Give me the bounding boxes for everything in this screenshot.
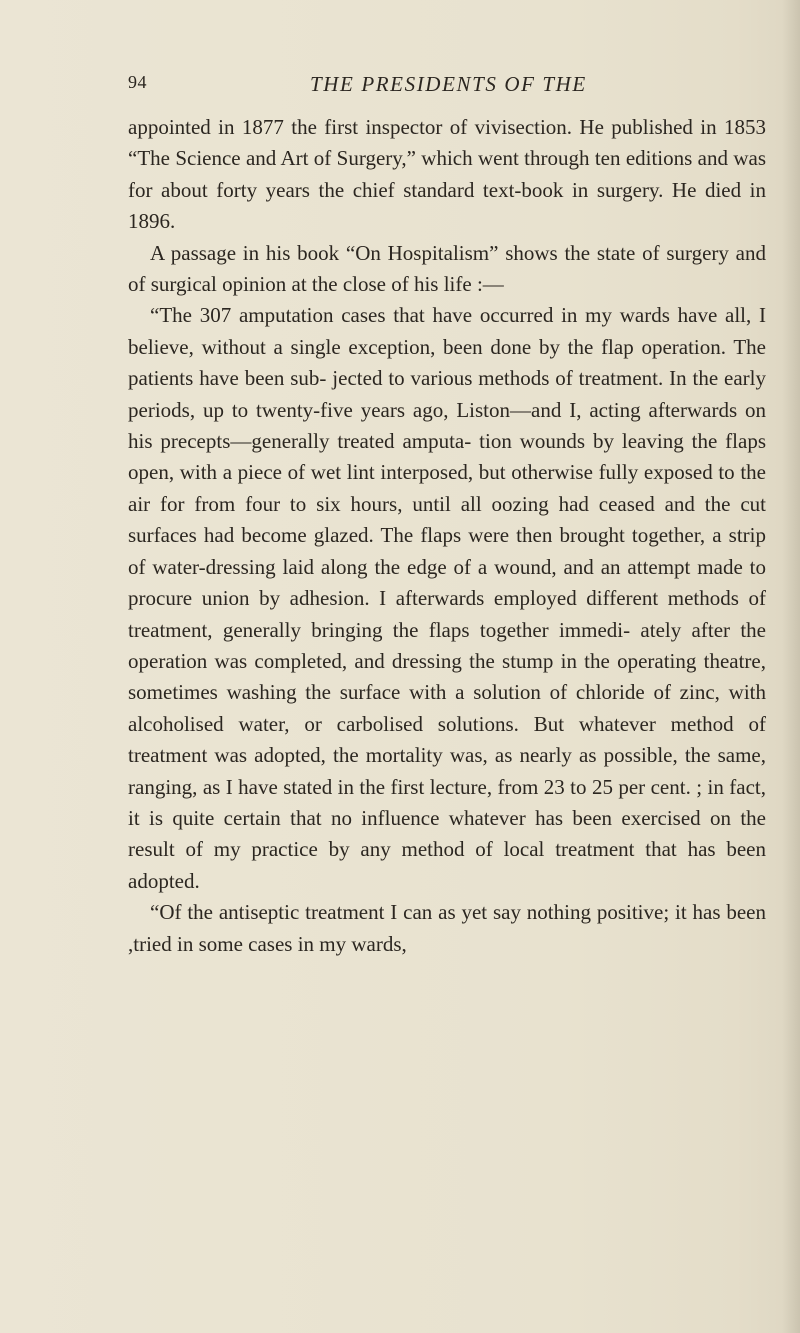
- paragraph-3-quote: “The 307 amputation cases that have occurred in my wards have all, I believe, without a single exception, been done by the flap operation. The patients have been sub- jected to various methods of treatment. In the early periods, up to twenty-five years ago, Liston—and I, acting afterwards on his precepts—generally treated amputa- tion wounds by leaving the flaps open, with a piece of wet lint interposed, but otherwise fully exposed to the air for from four to six hours, until all oozing had ceased and the cut surfaces had become glazed. The flaps were then brought together, a strip of water-dressing laid along the edge of a wound, and an attempt made to procure union by adhesion. I afterwards employed different methods of treatment, generally bringing the flaps together immedi- ately after the operation was completed, and dressing the stump in the operating theatre, sometimes washing the surface with a solution of chloride of zinc, with alcoholised water, or carbolised solutions. But whatever method of treatment was adopted, the mortality was, as nearly as possible, the same, ranging, as I have stated in the first lecture, from 23 to 25 per cent. ; in fact, it is quite certain that no influence whatever has been exercised on the result of my practice by any method of local treatment that has been adopted.: [128, 303, 766, 893]
- page-header: [128, 72, 748, 102]
- running-head: THE PRESIDENTS OF THE: [310, 72, 587, 96]
- paragraph-4-quote: “Of the antiseptic treatment I can as yet say nothing positive; it has been ,tried in some cases in my wards,: [128, 900, 766, 956]
- page-number: 94: [128, 72, 147, 92]
- paragraph-2: A passage in his book “On Hospitalism” shows the state of surgery and of surgical opinion at the close of his life :—: [128, 240, 766, 297]
- page-edge-shadow: [782, 0, 800, 1333]
- paragraph-1: appointed in 1877 the first inspector of vivisection. He published in 1853 “The Science and Art of Surgery,” which went through ten editions and was for about forty years the chief standard text-book in surgery. He died in 1896.: [128, 115, 766, 234]
- body-text: [128, 112, 766, 960]
